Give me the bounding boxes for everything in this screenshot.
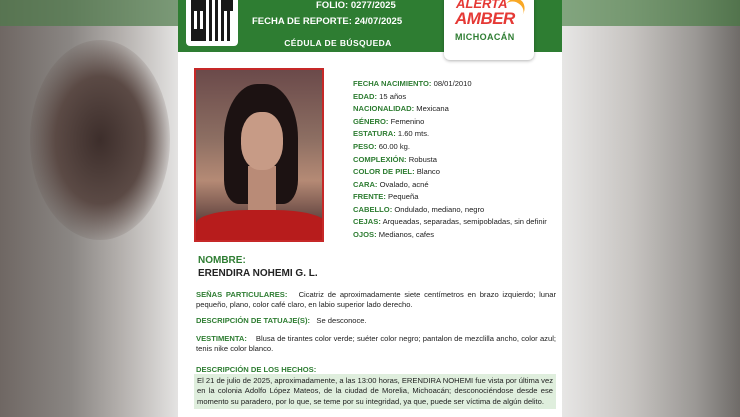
detail-eyes: OJOS: Medianos, cafes	[353, 230, 435, 240]
qr-code-pattern	[191, 0, 233, 41]
facts-label: DESCRIPCIÓN DE LOS HECHOS:	[196, 365, 317, 374]
detail-height: ESTATURA: 1.60 mts.	[353, 129, 430, 139]
photo-neck	[248, 166, 276, 212]
clothing-description: VESTIMENTA: Blusa de tirantes color verde; suéter color negro; pantalon de mezclilla ancho, color azul; tenis nike color blanco.	[196, 334, 556, 354]
photo-face	[241, 112, 283, 170]
person-photo	[194, 68, 324, 242]
photo-shirt	[196, 210, 324, 242]
report-date: FECHA DE REPORTE: 24/07/2025	[252, 16, 403, 27]
missing-person-sheet	[178, 0, 562, 417]
detail-birthdate: FECHA NACIMIENTO: 08/01/2010	[353, 79, 472, 88]
detail-face: CARA: Ovalado, acné	[353, 179, 429, 189]
detail-forehead: FRENTE: Pequeña	[353, 192, 419, 202]
tattoo-description: DESCRIPCIÓN DE TATUAJE(S): Se desconoce.	[196, 316, 367, 325]
detail-gender: GÉNERO: Femenino	[353, 116, 425, 126]
blurred-background-left	[0, 0, 178, 417]
detail-hair: CABELLO: Ondulado, mediano, negro	[353, 204, 485, 214]
detail-eyebrows: CEJAS: Arqueadas, separadas, semipobladas, sin definir	[353, 216, 547, 226]
detail-nationality: NACIONALIDAD: Mexicana	[353, 104, 449, 114]
name-label: NOMBRE:	[198, 255, 246, 266]
logo-state-text: MICHOACÁN	[455, 32, 515, 42]
person-name: ERENDIRA NOHEMI G. L.	[198, 268, 318, 279]
distinguishing-marks: SEÑAS PARTICULARES: Cicatriz de aproximadamente siete centímetros en brazo izquierdo; lunar pequeño, plano, color café claro, en labio superior lado derecho.	[196, 290, 556, 310]
logo-amber-text: AMBER	[455, 9, 515, 28]
folio: FOLIO: 0277/2025	[316, 0, 396, 11]
facts-description: El 21 de julio de 2025, aproximadamente, a las 13:00 horas, ERENDIRA NOHEMI fue vista por última vez en la colonia Adolfo López Mateos, de la ciudad de Morelia, Michoacán; desconociéndose desde ese momento su paradero, por lo que, se teme por su integridad, ya que, puede ser víctima de algún delito.	[194, 374, 556, 409]
alerta-amber-logo	[444, 0, 534, 60]
blurred-background-right	[562, 0, 740, 417]
detail-age: EDAD: 15 años	[353, 91, 407, 101]
detail-build: COMPLEXIÓN: Robusta	[353, 154, 438, 164]
detail-skin-color: COLOR DE PIEL: Blanco	[353, 167, 440, 177]
logo-alerta-text: ALERTA	[456, 0, 508, 11]
person-details	[353, 78, 558, 242]
sheet-title: CÉDULA DE BÚSQUEDA	[284, 38, 392, 48]
detail-weight: PESO: 60.00 kg.	[353, 141, 411, 151]
